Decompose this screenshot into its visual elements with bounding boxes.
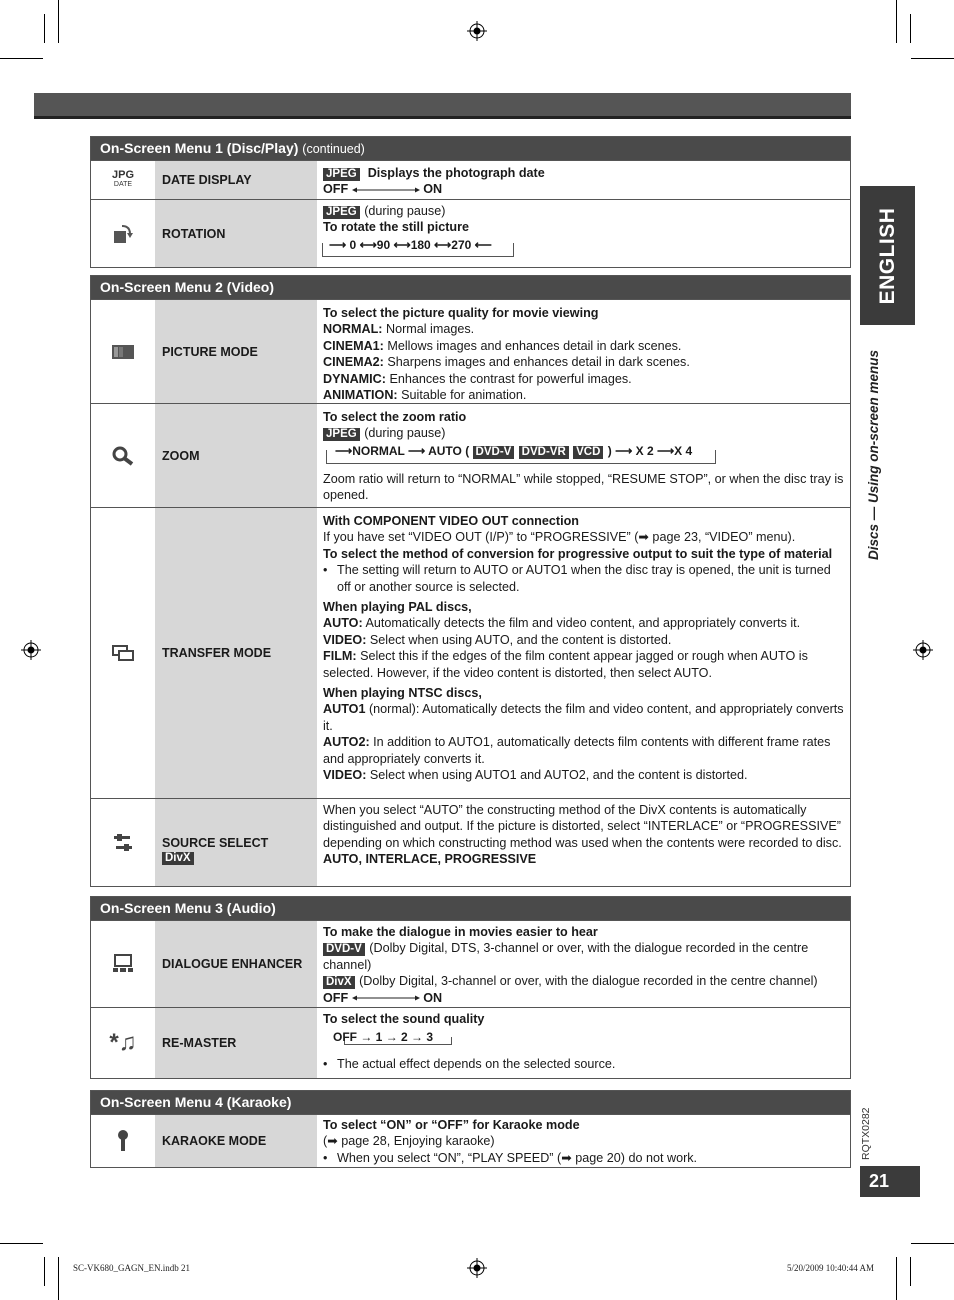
menu1-table [90, 136, 851, 268]
header-bar [34, 93, 851, 116]
jpeg-badge: JPEG [323, 428, 360, 441]
page-number: 21 [860, 1166, 920, 1197]
row-transfer-mode: TRANSFER MODE With COMPONENT VIDEO OUT connection If you have set “VIDEO OUT (I/P)” to “PROGRESSIVE” (➡ page 23, “VIDEO” menu). To select the method of conversion for progressive output to suit the type of material • The setting will return to AUTO or AUTO1 when the disc tray is opened, the unit is turned off or another source is selected. When playing PAL discs, AUTO: Automatically detects the film and video content, and appropriately converts it. VIDEO: Select when using AUTO, and the content is distorted. FILM: Select this if the edges of the film content appear jagged or rough when AUTO is selected. However, if the video content is distorted, then select AUTO. When playing NTSC discs, AUTO1 (normal): Automatically detects the film and video content, and appropriately converts it. AUTO2: In addition to AUTO1, automatically detects film contents with different frame rates and appropriately converts it. VIDEO: Select when using AUTO1 and AUTO2, and the content is distorted. [91, 507, 850, 798]
music-note-icon: *♫ [109, 1029, 137, 1056]
menu3-table [90, 896, 851, 1079]
menu4-table [90, 1090, 851, 1168]
crop-mark [896, 1257, 897, 1300]
menu3-title: On-Screen Menu 3 (Audio) [91, 897, 850, 920]
row-zoom: ZOOM To select the zoom ratio JPEG (during pause) ⟶NORMAL ⟶ AUTO ( DVD-V DVD-VR VCD ) ⟶ X 2 ⟶X 4 Zoom ratio will return to “NORMAL” while stopped, “RESUME STOP”, or when the disc tray is opened. [91, 403, 850, 507]
divx-badge: DivX [323, 976, 355, 989]
dvd-v-badge: DVD-V [323, 943, 365, 956]
crop-mark [58, 0, 59, 43]
date-display-icon: JPG DATE [111, 169, 134, 188]
row-date-display: JPG DATE DATE DISPLAY JPEG Displays the photograph date OFF ON [91, 160, 850, 199]
jpeg-badge: JPEG [323, 206, 360, 219]
row-rotation: ROTATION JPEG (during pause) To rotate the still picture ⟶ 0 ⟷90 ⟷180 ⟷270 ⟵ [91, 199, 850, 267]
magnifier-icon [91, 404, 155, 507]
source-select-icon [91, 799, 155, 886]
crop-mark [58, 1257, 59, 1300]
divx-badge: DivX [162, 852, 194, 865]
crop-mark [911, 58, 954, 59]
crop-mark [911, 1243, 954, 1244]
microphone-icon [91, 1115, 155, 1167]
row-re-master: *♫ RE-MASTER To select the sound quality OFF → 1 → 2 → 3 • The actual effect depends on the selected source. [91, 1007, 850, 1078]
crop-mark [44, 14, 45, 43]
rotation-icon [91, 200, 155, 267]
transfer-mode-icon [91, 508, 155, 798]
picture-mode-label: PICTURE MODE [155, 300, 317, 403]
language-tab: ENGLISH [860, 186, 915, 325]
crop-mark [44, 1257, 45, 1286]
registration-mark-icon [21, 640, 41, 660]
menu2-table [90, 275, 851, 887]
footer-timestamp: 5/20/2009 10:40:44 AM [787, 1263, 875, 1273]
crop-mark [910, 1257, 911, 1286]
crop-mark [0, 1243, 43, 1244]
source-select-label: SOURCE SELECT DivX [155, 799, 317, 886]
row-source-select: SOURCE SELECT DivX When you select “AUTO” the constructing method of the DivX contents is automatically distinguished and output. If the picture is distorted, select “INTERLACE” or “PROGRESSIVE” depending on which constructing method was used when the contents were recorded to disc. AUTO, INTERLACE, PROGRESSIVE [91, 798, 850, 886]
rotation-label: ROTATION [155, 200, 317, 267]
date-display-label: DATE DISPLAY [155, 161, 317, 199]
double-arrow-icon [352, 186, 420, 194]
picture-mode-icon [91, 300, 155, 403]
dvd-vr-badge: DVD-VR [519, 446, 569, 459]
registration-mark-icon [913, 640, 933, 660]
double-arrow-icon [352, 994, 420, 1002]
registration-mark-icon [467, 1258, 487, 1278]
menu1-title: On-Screen Menu 1 (Disc/Play) (continued) [91, 137, 850, 160]
footer-file: SC-VK680_GAGN_EN.indb 21 [73, 1263, 190, 1273]
dvd-v-badge: DVD-V [473, 446, 515, 459]
jpeg-badge: JPEG [323, 168, 360, 181]
dialogue-enhancer-label: DIALOGUE ENHANCER [155, 921, 317, 1007]
row-karaoke-mode: KARAOKE MODE To select “ON” or “OFF” for Karaoke mode (➡ page 28, Enjoying karaoke) • When you select “ON”, “PLAY SPEED” (➡ page 20) do not work. [91, 1114, 850, 1167]
registration-mark-icon [467, 21, 487, 41]
crop-mark [0, 58, 43, 59]
crop-mark [896, 0, 897, 43]
karaoke-mode-label: KARAOKE MODE [155, 1115, 317, 1167]
zoom-label: ZOOM [155, 404, 317, 507]
transfer-mode-label: TRANSFER MODE [155, 508, 317, 798]
menu2-title: On-Screen Menu 2 (Video) [91, 276, 850, 299]
zoom-sequence: ⟶NORMAL ⟶ AUTO ( DVD-V DVD-VR VCD ) ⟶ X 2 ⟶X 4 [323, 443, 844, 471]
row-dialogue-enhancer: DIALOGUE ENHANCER To make the dialogue in movies easier to hear DVD-V (Dolby Digital, DTS, 3-channel or over, with the dialogue recorded in the centre channel) DivX (Dolby Digital, 3-channel or over, with the dialogue recorded in the centre channel) OFF ON [91, 920, 850, 1007]
menu4-title: On-Screen Menu 4 (Karaoke) [91, 1091, 850, 1114]
remaster-sequence: OFF → 1 → 2 → 3 [323, 1029, 844, 1056]
vcd-badge: VCD [573, 446, 603, 459]
rotation-sequence: ⟶ 0 ⟷90 ⟷180 ⟷270 ⟵ [323, 237, 844, 259]
re-master-label: RE-MASTER [155, 1008, 317, 1078]
dialogue-enhancer-icon [91, 921, 155, 1007]
section-caption: Discs — Using on-screen menus [866, 349, 881, 560]
document-code: RQTX0282 [860, 1107, 872, 1160]
crop-mark [910, 14, 911, 43]
row-picture-mode: PICTURE MODE To select the picture quality for movie viewing NORMAL: Normal images. CINEMA1: Mellows images and enhances detail in dark scenes. CINEMA2: Sharpens images and enhances detail in dark scenes. DYNAMIC: Enhances the contrast for powerful images. ANIMATION: Suitable for animation. [91, 299, 850, 403]
header-rule [34, 116, 851, 119]
